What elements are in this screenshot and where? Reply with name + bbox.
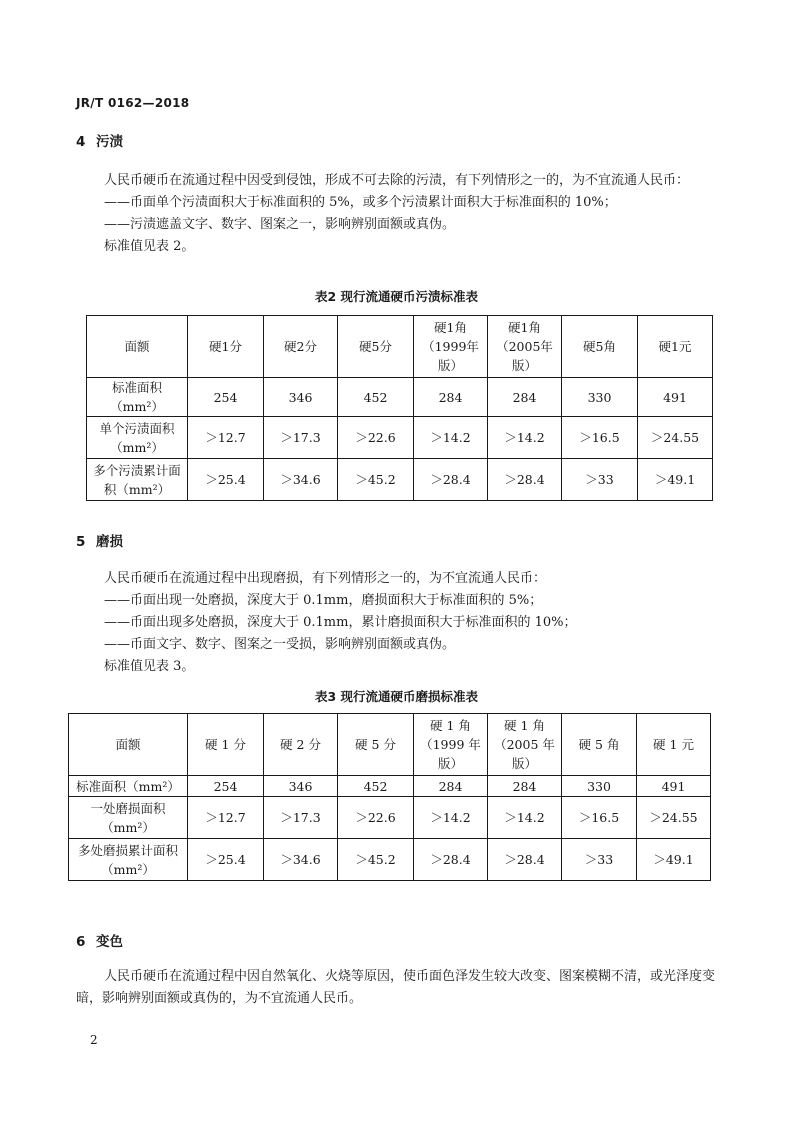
value-cell: ＞14.2 — [488, 417, 562, 459]
value-cell: ＞16.5 — [562, 417, 638, 459]
header-cell: 硬 5 分 — [338, 714, 414, 776]
section-6-body — [76, 966, 716, 1010]
section-title: 污渍 — [96, 134, 123, 150]
section-number: 6 — [76, 934, 86, 950]
list-item: ——币面出现多处磨损，深度大于 0.1mm，累计磨损面积大于标准面积的 10%； — [104, 615, 577, 630]
header-cell: 硬1角（1999年版） — [414, 316, 488, 378]
value-cell: ＞22.6 — [338, 797, 414, 839]
value-cell: ＞17.3 — [264, 797, 338, 839]
value-cell: ＞34.6 — [264, 459, 338, 501]
value-cell: ＞16.5 — [562, 797, 637, 839]
value-cell: ＞22.6 — [338, 417, 414, 459]
table-3-title: 表3 现行流通硬币磨损标准表 — [314, 689, 479, 704]
header-cell: 硬1元 — [638, 316, 713, 378]
section-4-body — [76, 170, 716, 258]
document-code: JR/T 0162—2018 — [76, 96, 190, 110]
list-item: ——币面出现一处磨损，深度大于 0.1mm，磨损面积大于标准面积的 5%； — [104, 593, 543, 608]
row-label-cell: 标准面积（mm²） — [87, 378, 188, 417]
header-cell: 硬5分 — [338, 316, 414, 378]
row-label-cell: 单个污渍面积（mm²） — [87, 417, 188, 459]
value-cell: 284 — [414, 378, 488, 417]
header-cell: 面额 — [87, 316, 188, 378]
section-6-heading — [76, 930, 123, 950]
section-5-body — [76, 568, 716, 678]
value-cell: ＞24.55 — [638, 417, 713, 459]
header-cell: 硬2分 — [264, 316, 338, 378]
value-cell: 452 — [338, 776, 414, 797]
value-cell: ＞28.4 — [414, 839, 488, 881]
row-label-cell: 多处磨损累计面积（mm²） — [69, 839, 188, 881]
value-cell: ＞28.4 — [488, 459, 562, 501]
section-title: 变色 — [96, 934, 123, 950]
value-cell: ＞45.2 — [338, 459, 414, 501]
header-cell: 硬 5 角 — [562, 714, 637, 776]
note: 标准值见表 2。 — [104, 239, 195, 254]
value-cell: 346 — [264, 378, 338, 417]
value-cell: 330 — [562, 776, 637, 797]
section-title: 磨损 — [96, 534, 123, 550]
value-cell: ＞49.1 — [638, 459, 713, 501]
value-cell: 284 — [488, 776, 562, 797]
table-header-row — [87, 316, 713, 378]
header-cell: 硬1分 — [188, 316, 264, 378]
value-cell: 452 — [338, 378, 414, 417]
paragraph: 人民币硬币在流通过程中因受到侵蚀，形成不可去除的污渍，有下列情形之一的，为不宜流通人民币： — [104, 173, 690, 188]
value-cell: ＞24.55 — [637, 797, 711, 839]
section-5-heading — [76, 530, 123, 550]
row-label-cell: 一处磨损面积（mm²） — [69, 797, 188, 839]
table-2 — [86, 315, 713, 501]
section-4-heading — [76, 130, 123, 150]
page-number: 2 — [90, 1033, 98, 1047]
value-cell: ＞25.4 — [188, 459, 264, 501]
header-cell: 面额 — [69, 714, 188, 776]
value-cell: ＞45.2 — [338, 839, 414, 881]
paragraph: 人民币硬币在流通过程中出现磨损，有下列情形之一的，为不宜流通人民币： — [104, 571, 547, 586]
table-row — [87, 417, 713, 459]
table-3 — [68, 713, 711, 881]
value-cell: ＞28.4 — [488, 839, 562, 881]
value-cell: ＞17.3 — [264, 417, 338, 459]
header-cell: 硬 2 分 — [264, 714, 338, 776]
list-item: ——污渍遮盖文字、数字、图案之一，影响辨别面额或真伪。 — [104, 217, 456, 232]
value-cell: ＞28.4 — [414, 459, 488, 501]
list-item: ——币面单个污渍面积大于标准面积的 5%，或多个污渍累计面积大于标准面积的 10%； — [104, 195, 617, 210]
row-label-cell: 多个污渍累计面积（mm²） — [87, 459, 188, 501]
table-row — [69, 797, 711, 839]
table-header-row — [69, 714, 711, 776]
value-cell: ＞14.2 — [488, 797, 562, 839]
table-row — [87, 378, 713, 417]
value-cell: 254 — [188, 776, 264, 797]
header-cell: 硬1角（2005年版） — [488, 316, 562, 378]
table-2-title: 表2 现行流通硬币污渍标准表 — [314, 289, 479, 304]
table-row — [69, 776, 711, 797]
value-cell: ＞12.7 — [188, 417, 264, 459]
value-cell: ＞25.4 — [188, 839, 264, 881]
table-row — [87, 459, 713, 501]
value-cell: ＞33 — [562, 459, 638, 501]
value-cell: ＞14.2 — [414, 797, 488, 839]
header-cell: 硬 1 角（1999 年版） — [414, 714, 488, 776]
value-cell: ＞33 — [562, 839, 637, 881]
header-cell: 硬 1 元 — [637, 714, 711, 776]
value-cell: 284 — [488, 378, 562, 417]
header-cell: 硬 1 分 — [188, 714, 264, 776]
header-cell: 硬5角 — [562, 316, 638, 378]
header-cell: 硬 1 角（2005 年版） — [488, 714, 562, 776]
section-number: 4 — [76, 134, 86, 150]
paragraph: 人民币硬币在流通过程中因自然氧化、火烧等原因，使币面色泽发生较大改变、图案模糊不清，或光泽度变暗，影响辨别面额或真伪的，为不宜流通人民币。 — [76, 969, 716, 1006]
value-cell: ＞49.1 — [637, 839, 711, 881]
row-label-cell: 标准面积（mm²） — [69, 776, 188, 797]
section-number: 5 — [76, 534, 86, 550]
value-cell: ＞14.2 — [414, 417, 488, 459]
value-cell: 254 — [188, 378, 264, 417]
value-cell: 330 — [562, 378, 638, 417]
note: 标准值见表 3。 — [104, 659, 195, 674]
value-cell: 491 — [638, 378, 713, 417]
value-cell: 491 — [637, 776, 711, 797]
value-cell: 284 — [414, 776, 488, 797]
value-cell: 346 — [264, 776, 338, 797]
list-item: ——币面文字、数字、图案之一受损，影响辨别面额或真伪。 — [104, 637, 456, 652]
value-cell: ＞12.7 — [188, 797, 264, 839]
table-row — [69, 839, 711, 881]
value-cell: ＞34.6 — [264, 839, 338, 881]
